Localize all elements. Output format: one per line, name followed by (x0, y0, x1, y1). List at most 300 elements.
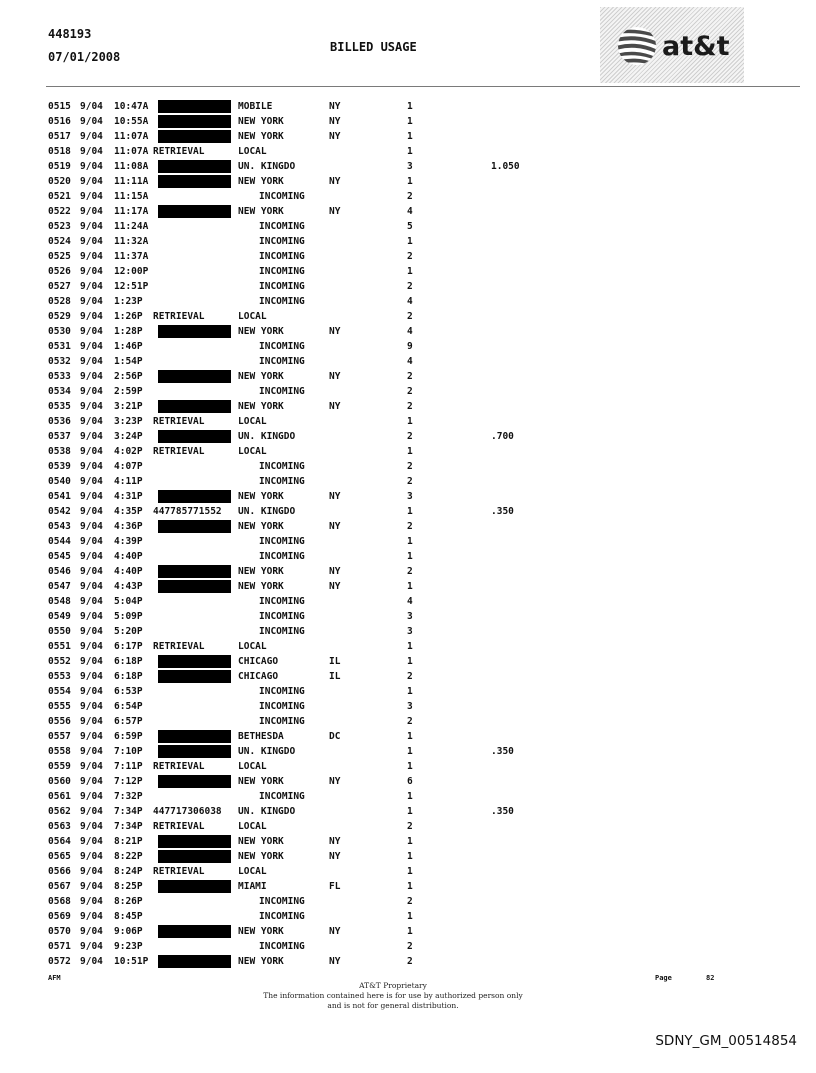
call-place: NEW YORK (238, 581, 284, 592)
call-sequence: 0554 (48, 686, 71, 697)
table-row (48, 909, 588, 924)
call-minutes: 1 (407, 536, 413, 547)
call-sequence: 0567 (48, 881, 71, 892)
call-state: NY (329, 566, 341, 577)
call-state: NY (329, 491, 341, 502)
call-date: 9/04 (80, 341, 103, 352)
call-time: 12:51P (114, 281, 149, 292)
call-time: 7:32P (114, 791, 143, 802)
call-time: 6:17P (114, 641, 143, 652)
call-time: 11:11A (114, 176, 149, 187)
call-time: 6:18P (114, 656, 143, 667)
table-row (48, 459, 588, 474)
call-sequence: 0530 (48, 326, 71, 337)
call-minutes: 4 (407, 356, 413, 367)
call-sequence: 0563 (48, 821, 71, 832)
call-date: 9/04 (80, 386, 103, 397)
call-time: 11:07A (114, 146, 149, 157)
call-sequence: 0539 (48, 461, 71, 472)
call-state: NY (329, 521, 341, 532)
call-time: 5:04P (114, 596, 143, 607)
call-state: NY (329, 851, 341, 862)
account-number: 448193 (48, 27, 92, 41)
notice-line-1: The information contained here is for use by authorized person only (263, 991, 523, 1000)
call-state: NY (329, 371, 341, 382)
call-place: UN. KINGDO (238, 161, 296, 172)
call-time: 7:11P (114, 761, 143, 772)
table-row (48, 234, 588, 249)
table-row (48, 579, 588, 594)
called-number: RETRIEVAL (153, 761, 205, 772)
table-row (48, 864, 588, 879)
call-place: CHICAGO (238, 671, 279, 682)
call-time: 4:07P (114, 461, 143, 472)
table-row (48, 534, 588, 549)
call-place: INCOMING (259, 461, 305, 472)
call-sequence: 0566 (48, 866, 71, 877)
call-time: 10:55A (114, 116, 149, 127)
call-time: 1:28P (114, 326, 143, 337)
call-state: NY (329, 176, 341, 187)
call-time: 2:59P (114, 386, 143, 397)
call-date: 9/04 (80, 656, 103, 667)
call-sequence: 0537 (48, 431, 71, 442)
call-time: 10:47A (114, 101, 149, 112)
call-sequence: 0517 (48, 131, 71, 142)
call-state: NY (329, 836, 341, 847)
table-row (48, 429, 588, 444)
table-row (48, 759, 588, 774)
redaction-box (158, 100, 231, 113)
call-charge: .700 (491, 431, 514, 442)
call-place: NEW YORK (238, 521, 284, 532)
call-minutes: 3 (407, 611, 413, 622)
call-time: 6:54P (114, 701, 143, 712)
header-rule (46, 86, 800, 87)
table-row (48, 204, 588, 219)
proprietary-label: AT&T Proprietary (359, 981, 427, 990)
redaction-box (158, 205, 231, 218)
call-state: IL (329, 671, 341, 682)
call-sequence: 0545 (48, 551, 71, 562)
call-sequence: 0556 (48, 716, 71, 727)
call-state: NY (329, 206, 341, 217)
table-row (48, 639, 588, 654)
table-row (48, 774, 588, 789)
table-row (48, 894, 588, 909)
call-state: IL (329, 656, 341, 667)
call-time: 5:09P (114, 611, 143, 622)
redaction-box (158, 955, 231, 968)
call-minutes: 1 (407, 881, 413, 892)
logo-text: at&t (662, 31, 730, 62)
call-date: 9/04 (80, 281, 103, 292)
table-row (48, 669, 588, 684)
table-row (48, 354, 588, 369)
call-time: 11:07A (114, 131, 149, 142)
call-minutes: 1 (407, 446, 413, 457)
call-time: 1:26P (114, 311, 143, 322)
table-row (48, 294, 588, 309)
redaction-box (158, 730, 231, 743)
call-date: 9/04 (80, 326, 103, 337)
call-time: 6:57P (114, 716, 143, 727)
footer-code: AFM (48, 974, 61, 982)
call-time: 2:56P (114, 371, 143, 382)
table-row (48, 219, 588, 234)
call-place: BETHESDA (238, 731, 284, 742)
call-sequence: 0558 (48, 746, 71, 757)
call-time: 8:22P (114, 851, 143, 862)
redaction-box (158, 160, 231, 173)
call-time: 11:17A (114, 206, 149, 217)
call-place: INCOMING (259, 221, 305, 232)
call-minutes: 4 (407, 206, 413, 217)
call-place: NEW YORK (238, 491, 284, 502)
call-state: NY (329, 581, 341, 592)
table-row (48, 594, 588, 609)
notice-line-2: and is not for general distribution. (327, 1001, 459, 1010)
call-charge: .350 (491, 806, 514, 817)
call-state: NY (329, 116, 341, 127)
call-minutes: 1 (407, 686, 413, 697)
call-place: NEW YORK (238, 776, 284, 787)
call-time: 6:59P (114, 731, 143, 742)
table-row (48, 264, 588, 279)
call-sequence: 0552 (48, 656, 71, 667)
table-row (48, 144, 588, 159)
call-time: 7:10P (114, 746, 143, 757)
call-place: UN. KINGDO (238, 746, 296, 757)
call-state: NY (329, 926, 341, 937)
call-sequence: 0548 (48, 596, 71, 607)
table-row (48, 624, 588, 639)
call-time: 6:18P (114, 671, 143, 682)
call-sequence: 0515 (48, 101, 71, 112)
call-time: 11:08A (114, 161, 149, 172)
table-row (48, 684, 588, 699)
call-place: LOCAL (238, 446, 267, 457)
call-time: 11:32A (114, 236, 149, 247)
call-place: UN. KINGDO (238, 506, 296, 517)
call-minutes: 2 (407, 821, 413, 832)
table-row (48, 249, 588, 264)
call-minutes: 1 (407, 101, 413, 112)
table-row (48, 849, 588, 864)
call-sequence: 0533 (48, 371, 71, 382)
table-row (48, 114, 588, 129)
call-date: 9/04 (80, 821, 103, 832)
call-sequence: 0570 (48, 926, 71, 937)
call-date: 9/04 (80, 221, 103, 232)
table-row (48, 384, 588, 399)
table-row (48, 879, 588, 894)
call-place: INCOMING (259, 341, 305, 352)
call-place: INCOMING (259, 281, 305, 292)
called-number: 447785771552 (153, 506, 222, 517)
call-sequence: 0540 (48, 476, 71, 487)
table-row (48, 789, 588, 804)
call-minutes: 1 (407, 176, 413, 187)
call-sequence: 0518 (48, 146, 71, 157)
call-place: NEW YORK (238, 116, 284, 127)
call-sequence: 0557 (48, 731, 71, 742)
table-row (48, 489, 588, 504)
table-row (48, 714, 588, 729)
table-row (48, 189, 588, 204)
call-date: 9/04 (80, 566, 103, 577)
call-minutes: 1 (407, 761, 413, 772)
call-sequence: 0535 (48, 401, 71, 412)
call-place: NEW YORK (238, 401, 284, 412)
table-row (48, 699, 588, 714)
call-time: 3:21P (114, 401, 143, 412)
call-time: 7:12P (114, 776, 143, 787)
call-time: 9:23P (114, 941, 143, 952)
call-minutes: 2 (407, 716, 413, 727)
call-date: 9/04 (80, 626, 103, 637)
call-place: NEW YORK (238, 851, 284, 862)
call-date: 9/04 (80, 551, 103, 562)
call-time: 9:06P (114, 926, 143, 937)
redaction-box (158, 115, 231, 128)
call-minutes: 2 (407, 566, 413, 577)
call-sequence: 0534 (48, 386, 71, 397)
call-time: 3:23P (114, 416, 143, 427)
call-minutes: 2 (407, 671, 413, 682)
call-place: INCOMING (259, 896, 305, 907)
call-state: NY (329, 131, 341, 142)
call-date: 9/04 (80, 536, 103, 547)
call-minutes: 1 (407, 911, 413, 922)
called-number: RETRIEVAL (153, 446, 205, 457)
call-sequence: 0543 (48, 521, 71, 532)
call-date: 9/04 (80, 761, 103, 772)
call-minutes: 1 (407, 506, 413, 517)
call-place: INCOMING (259, 191, 305, 202)
redaction-box (158, 325, 231, 338)
call-date: 9/04 (80, 236, 103, 247)
call-sequence: 0520 (48, 176, 71, 187)
call-place: INCOMING (259, 386, 305, 397)
call-place: INCOMING (259, 701, 305, 712)
called-number: RETRIEVAL (153, 866, 205, 877)
table-row (48, 954, 588, 969)
call-date: 9/04 (80, 776, 103, 787)
call-place: MIAMI (238, 881, 267, 892)
redaction-box (158, 565, 231, 578)
call-time: 8:21P (114, 836, 143, 847)
table-row (48, 279, 588, 294)
globe-icon (616, 25, 658, 67)
call-date: 9/04 (80, 446, 103, 457)
call-date: 9/04 (80, 206, 103, 217)
call-date: 9/04 (80, 926, 103, 937)
call-minutes: 3 (407, 491, 413, 502)
call-place: NEW YORK (238, 371, 284, 382)
call-minutes: 9 (407, 341, 413, 352)
redaction-box (158, 925, 231, 938)
call-charge: .350 (491, 746, 514, 757)
call-sequence: 0561 (48, 791, 71, 802)
table-row (48, 444, 588, 459)
call-minutes: 1 (407, 926, 413, 937)
redaction-box (158, 580, 231, 593)
call-date: 9/04 (80, 746, 103, 757)
redaction-box (158, 745, 231, 758)
redaction-box (158, 520, 231, 533)
call-sequence: 0568 (48, 896, 71, 907)
call-time: 8:24P (114, 866, 143, 877)
call-place: NEW YORK (238, 836, 284, 847)
table-row (48, 519, 588, 534)
call-sequence: 0553 (48, 671, 71, 682)
call-date: 9/04 (80, 686, 103, 697)
footer-notice (200, 981, 586, 1011)
call-minutes: 2 (407, 281, 413, 292)
call-place: MOBILE (238, 101, 273, 112)
redaction-box (158, 670, 231, 683)
call-date: 9/04 (80, 191, 103, 202)
call-date: 9/04 (80, 461, 103, 472)
redaction-box (158, 880, 231, 893)
call-sequence: 0564 (48, 836, 71, 847)
call-date: 9/04 (80, 671, 103, 682)
call-minutes: 3 (407, 626, 413, 637)
call-date: 9/04 (80, 866, 103, 877)
call-state: NY (329, 956, 341, 967)
call-place: INCOMING (259, 296, 305, 307)
call-sequence: 0528 (48, 296, 71, 307)
call-minutes: 2 (407, 896, 413, 907)
table-row (48, 819, 588, 834)
call-date: 9/04 (80, 476, 103, 487)
call-date: 9/04 (80, 416, 103, 427)
call-sequence: 0569 (48, 911, 71, 922)
call-time: 11:24A (114, 221, 149, 232)
call-place: NEW YORK (238, 326, 284, 337)
call-minutes: 2 (407, 251, 413, 262)
call-time: 3:24P (114, 431, 143, 442)
table-row (48, 564, 588, 579)
call-time: 8:45P (114, 911, 143, 922)
call-minutes: 1 (407, 146, 413, 157)
call-time: 4:36P (114, 521, 143, 532)
call-date: 9/04 (80, 371, 103, 382)
call-time: 4:43P (114, 581, 143, 592)
call-state: NY (329, 326, 341, 337)
call-sequence: 0527 (48, 281, 71, 292)
call-state: NY (329, 776, 341, 787)
statement-date: 07/01/2008 (48, 50, 121, 64)
call-date: 9/04 (80, 116, 103, 127)
table-row (48, 924, 588, 939)
table-row (48, 804, 588, 819)
call-minutes: 1 (407, 236, 413, 247)
att-logo (600, 7, 744, 83)
call-date: 9/04 (80, 131, 103, 142)
call-minutes: 2 (407, 311, 413, 322)
call-minutes: 1 (407, 731, 413, 742)
call-minutes: 2 (407, 386, 413, 397)
page-label: Page (655, 974, 672, 982)
call-time: 4:40P (114, 551, 143, 562)
call-place: INCOMING (259, 236, 305, 247)
call-sequence: 0519 (48, 161, 71, 172)
call-place: UN. KINGDO (238, 431, 296, 442)
call-place: INCOMING (259, 551, 305, 562)
call-minutes: 1 (407, 131, 413, 142)
call-date: 9/04 (80, 896, 103, 907)
call-date: 9/04 (80, 701, 103, 712)
call-time: 1:54P (114, 356, 143, 367)
call-sequence: 0560 (48, 776, 71, 787)
call-sequence: 0536 (48, 416, 71, 427)
call-place: INCOMING (259, 611, 305, 622)
call-date: 9/04 (80, 791, 103, 802)
table-row (48, 729, 588, 744)
call-place: UN. KINGDO (238, 806, 296, 817)
call-minutes: 2 (407, 521, 413, 532)
call-time: 7:34P (114, 806, 143, 817)
called-number: RETRIEVAL (153, 146, 205, 157)
call-sequence: 0542 (48, 506, 71, 517)
called-number: RETRIEVAL (153, 311, 205, 322)
call-minutes: 1 (407, 641, 413, 652)
call-minutes: 1 (407, 266, 413, 277)
page-title: BILLED USAGE (330, 40, 417, 54)
call-date: 9/04 (80, 176, 103, 187)
call-date: 9/04 (80, 881, 103, 892)
call-time: 11:37A (114, 251, 149, 262)
call-place: INCOMING (259, 596, 305, 607)
call-state: FL (329, 881, 341, 892)
call-sequence: 0559 (48, 761, 71, 772)
call-sequence: 0516 (48, 116, 71, 127)
table-row (48, 324, 588, 339)
table-row (48, 369, 588, 384)
call-sequence: 0529 (48, 311, 71, 322)
call-time: 4:35P (114, 506, 143, 517)
call-sequence: 0532 (48, 356, 71, 367)
call-time: 4:11P (114, 476, 143, 487)
call-minutes: 1 (407, 746, 413, 757)
call-place: NEW YORK (238, 131, 284, 142)
call-sequence: 0526 (48, 266, 71, 277)
redaction-box (158, 175, 231, 188)
call-time: 1:23P (114, 296, 143, 307)
call-date: 9/04 (80, 611, 103, 622)
call-minutes: 3 (407, 701, 413, 712)
call-sequence: 0525 (48, 251, 71, 262)
call-date: 9/04 (80, 266, 103, 277)
redaction-box (158, 490, 231, 503)
call-place: LOCAL (238, 146, 267, 157)
call-time: 1:46P (114, 341, 143, 352)
table-row (48, 474, 588, 489)
table-row (48, 309, 588, 324)
call-minutes: 2 (407, 941, 413, 952)
call-sequence: 0538 (48, 446, 71, 457)
call-date: 9/04 (80, 641, 103, 652)
call-minutes: 1 (407, 551, 413, 562)
called-number: RETRIEVAL (153, 641, 205, 652)
table-row (48, 504, 588, 519)
call-place: NEW YORK (238, 176, 284, 187)
redaction-box (158, 835, 231, 848)
call-sequence: 0523 (48, 221, 71, 232)
page-number: 82 (706, 974, 715, 982)
